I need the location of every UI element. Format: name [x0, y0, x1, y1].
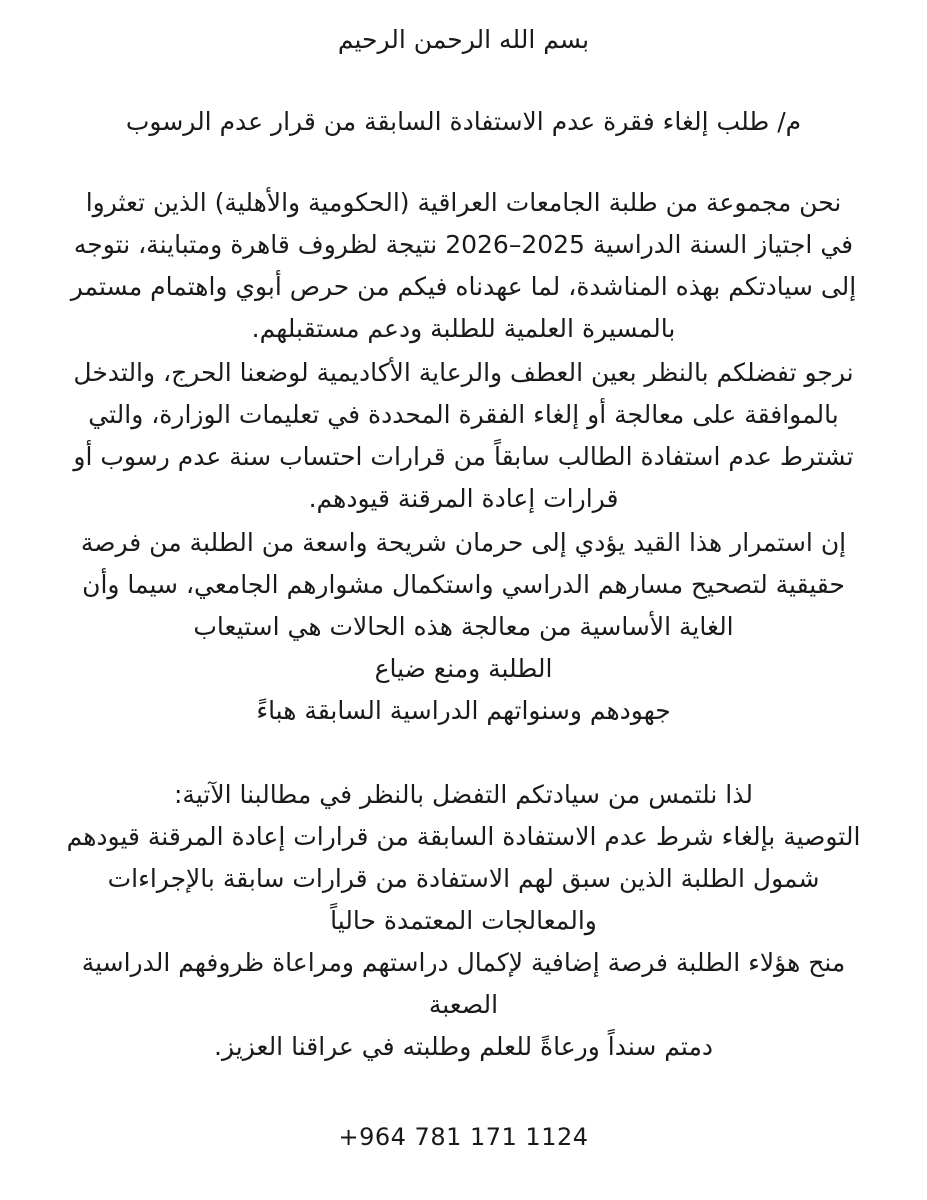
phone-number: +964 781 171 1124 — [338, 1123, 589, 1151]
request-line-4: منح هؤلاء الطلبة فرصة إضافية لإكمال دراستهم ومراعاة ظروفهم الدراسية — [81, 948, 846, 977]
request-line-1: التوصية بإلغاء شرط عدم الاستفادة السابقة من قرارات إعادة المرقنة قيودهم — [66, 822, 861, 851]
requests-intro: لذا نلتمس من سيادتكم التفضل بالنظر في مطالبنا الآتية: — [174, 780, 753, 809]
paragraph-2-line-1: نرجو تفضلكم بالنظر بعين العطف والرعاية الأكاديمية لوضعنا الحرج، والتدخل — [73, 358, 854, 387]
request-line-3: والمعالجات المعتمدة حالياً — [330, 906, 597, 935]
paragraph-3-line-4: الطلبة ومنع ضياع — [374, 654, 553, 683]
paragraph-3-line-1: إن استمرار هذا القيد يؤدي إلى حرمان شريحة واسعة من الطلبة من فرصة — [80, 528, 847, 557]
paragraph-1-line-1: نحن مجموعة من طلبة الجامعات العراقية (الحكومية والأهلية) الذين تعثروا — [85, 188, 842, 217]
closing-line: دمتم سنداً ورعاةً للعلم وطلبته في عراقنا العزيز. — [214, 1032, 713, 1061]
subject-line: م/ طلب إلغاء فقرة عدم الاستفادة السابقة من قرار عدم الرسوب — [125, 107, 802, 136]
basmala: بسم الله الرحمن الرحيم — [337, 25, 590, 54]
paragraph-2-line-3: تشترط عدم استفادة الطالب سابقاً من قرارات احتساب سنة عدم رسوب أو — [73, 442, 854, 471]
paragraph-3-line-5: جهودهم وسنواتهم الدراسية السابقة هباءً — [256, 696, 671, 725]
paragraph-1-line-4: بالمسيرة العلمية للطلبة ودعم مستقبلهم. — [251, 314, 676, 343]
request-line-2: شمول الطلبة الذين سبق لهم الاستفادة من قرارات سابقة بالإجراءات — [107, 864, 820, 893]
paragraph-3-line-3: الغاية الأساسية من معالجة هذه الحالات هي استيعاب — [193, 612, 734, 641]
paragraph-2-line-4: قرارات إعادة المرقنة قيودهم. — [308, 484, 619, 513]
request-line-5: الصعبة — [428, 990, 499, 1019]
paragraph-1-line-3: إلى سيادتكم بهذه المناشدة، لما عهدناه فيكم من حرص أبوي واهتمام مستمر — [70, 272, 857, 301]
paragraph-1-line-2: في اجتياز السنة الدراسية 2025–2026 نتيجة لظروف قاهرة ومتباينة، نتوجه — [73, 230, 854, 259]
paragraph-3-line-2: حقيقية لتصحيح مسارهم الدراسي واستكمال مشوارهم الجامعي، سيما وأن — [82, 570, 845, 599]
paragraph-2-line-2: بالموافقة على معالجة أو إلغاء الفقرة المحددة في تعليمات الوزارة، والتي — [88, 400, 839, 429]
